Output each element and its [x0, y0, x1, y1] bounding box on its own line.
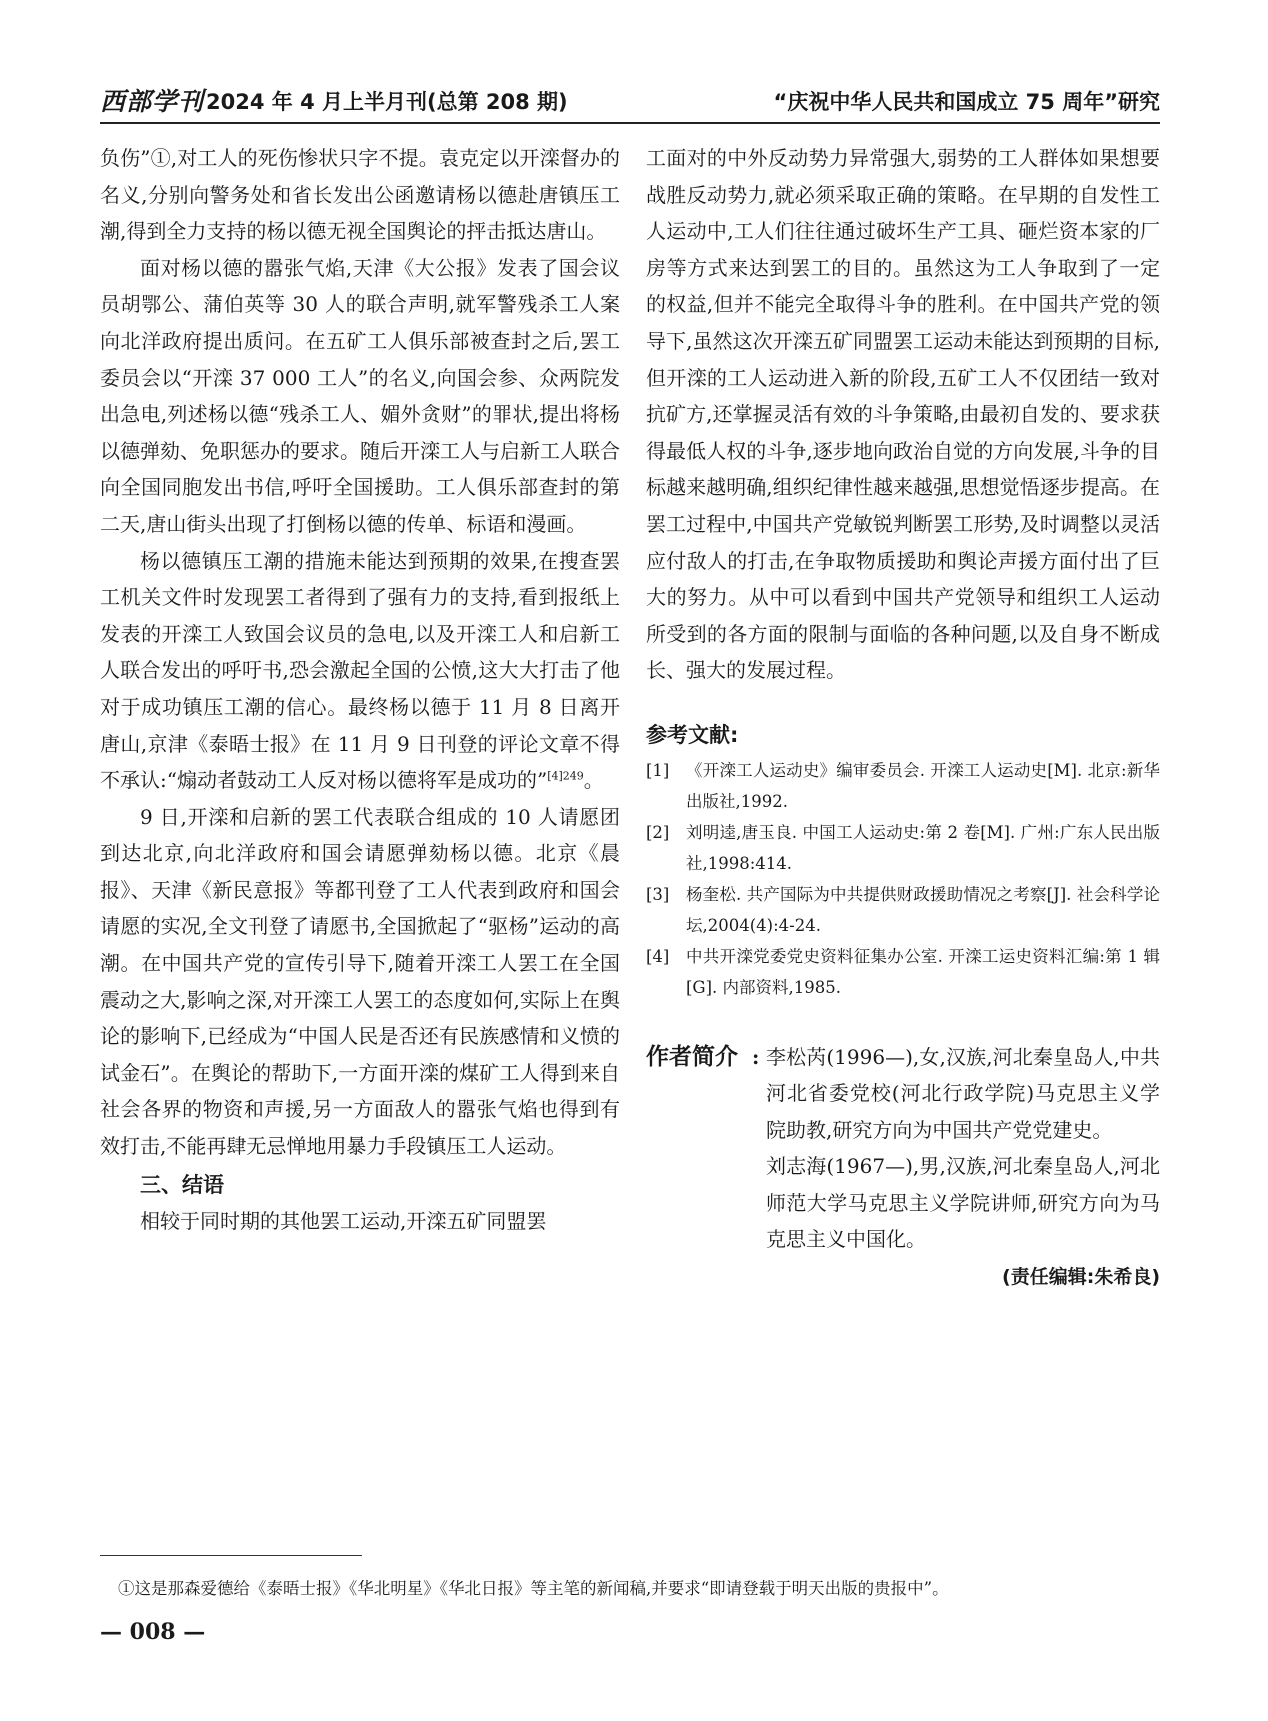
paragraph-3-text: 杨以德镇压工潮的措施未能达到预期的效果,在搜查罢工机关文件时发现罢工者得到了强有力的支持,看到报纸上发表的开滦工人致国会议员的急电,以及开滦工人和启新工人联合发出的呼吁书,恐会激起全国的公愤,这大大打击了他对于成功镇压工潮的信心。最终杨以德于 11 月 8 日离开唐山,京津《泰晤士报》在 11 月 9 日刊登的评论文章不得不承认:“煽动者鼓动工人反对杨以德将军是成功的”	[100, 548, 620, 793]
author-bio-label: 作者简介	[646, 1043, 738, 1070]
paragraph-2: 面对杨以德的嚣张气焰,天津《大公报》发表了国会议员胡鄂公、蒲伯英等 30 人的联合声明,就军警残杀工人案向北洋政府提出质问。在五矿工人俱乐部被查封之后,罢工委员会以“开滦 37 000 工人”的名义,向国会参、众两院发出急电,列述杨以德“残杀工人、媚外贪财”的罪状,提出将杨以德弹劾、免职惩办的要求。随后开滦工人与启新工人联合向全国同胞发出书信,呼吁全国援助。工人俱乐部查封的第二天,唐山街头出现了打倒杨以德的传单、标语和漫画。	[100, 255, 620, 536]
column-title: “庆祝中华人民共和国成立 75 周年”研究	[773, 90, 1160, 114]
reference-item	[646, 879, 1160, 941]
paragraph-3	[100, 543, 620, 799]
reference-text: 《开滦工人运动史》编审委员会. 开滦工人运动史[M]. 北京:新华出版社,1992.	[686, 760, 1160, 811]
reference-item	[646, 755, 1160, 817]
footnote-divider	[100, 1555, 362, 1556]
references-list	[646, 755, 1160, 1003]
paragraph-4: 9 日,开滦和启新的罢工代表联合组成的 10 人请愿团到达北京,向北洋政府和国会请愿弹劾杨以德。北京《晨报》、天津《新民意报》等都刊登了工人代表到政府和国会请愿的实况,全文刊登了请愿书,全国掀起了“驱杨”运动的高潮。在中国共产党的宣传引导下,随着开滦工人罢工在全国震动之大,影响之深,对开滦工人罢工的态度如何,实际上在舆论的影响下,已经成为“中国人民是否还有民族感情和义愤的试金石”。在舆论的帮助下,一方面开滦的煤矿工人得到来自社会各界的物资和声援,另一方面敌人的嚣张气焰也得到有效打击,不能再肆无忌惮地用暴力手段镇压工人运动。	[100, 804, 620, 1159]
reference-item	[646, 941, 1160, 1003]
reference-number: [1]	[646, 760, 670, 780]
left-column	[100, 140, 620, 1239]
references-heading: 参考文献:	[646, 722, 739, 747]
section-heading: 三、结语	[140, 1172, 224, 1197]
author-bio-body	[766, 1039, 1160, 1258]
footnote: ①这是那森爱德给《泰晤士报》《华北明星》《华北日报》等主笔的新闻稿,并要求“即请登载于明天出版的贵报中”。	[118, 1579, 949, 1598]
paragraph-6: 工面对的中外反动势力异常强大,弱势的工人群体如果想要战胜反动势力,就必须采取正确的策略。在早期的自发性工人运动中,工人们往往通过破坏生产工具、砸烂资本家的厂房等方式来达到罢工的目的。虽然这为工人争取到了一定的权益,但并不能完全取得斗争的胜利。在中国共产党的领导下,虽然这次开滦五矿同盟罢工运动未能达到预期的目标,但开滦的工人运动进入新的阶段,五矿工人不仅团结一致对抗矿方,还掌握灵活有效的斗争策略,由最初自发的、要求获得最低人权的斗争,逐步地向政治自觉的方向发展,斗争的目标越来越明确,组织纪律性越来越强,思想觉悟逐步提高。在罢工过程中,中国共产党敏锐判断罢工形势,及时调整以灵活应付敌人的打击,在争取物质援助和舆论声援方面付出了巨大的努力。从中可以看到中国共产党领导和组织工人运动所受到的各方面的限制与面临的各种问题,以及自身不断成长、强大的发展过程。	[646, 146, 1160, 683]
paragraph-3-end: 。	[583, 768, 604, 793]
page-number: — 008 —	[100, 1619, 206, 1645]
running-header	[100, 82, 1160, 124]
paragraph-1: 负伤”①,对工人的死伤惨状只字不提。袁克定以开滦督办的名义,分别向警务处和省长发出公函邀请杨以德赴唐镇压工潮,得到全力支持的杨以德无视全国舆论的抨击抵达唐山。	[100, 146, 620, 244]
citation: [4]249	[547, 769, 584, 783]
reference-number: [2]	[646, 822, 670, 842]
author-1: 李松芮(1996—),女,汉族,河北秦皇岛人,中共河北省委党校(河北行政学院)马克思主义学院助教,研究方向为中国共产党党建史。	[766, 1044, 1160, 1142]
reference-text: 中共开滦党委党史资料征集办公室. 开滦工运史资料汇编:第 1 辑[G]. 内部资料,1985.	[686, 946, 1160, 997]
author-2: 刘志海(1967—),男,汉族,河北秦皇岛人,河北师范大学马克思主义学院讲师,研究方向为马克思主义中国化。	[766, 1154, 1160, 1252]
right-column	[646, 140, 1160, 1294]
header-left	[100, 82, 568, 122]
reference-number: [4]	[646, 946, 670, 966]
issue-info: 2024 年 4 月上半月刊(总第 208 期)	[206, 90, 568, 114]
author-bio-colon: :	[752, 1044, 760, 1069]
author-bio	[646, 1039, 1160, 1258]
reference-item	[646, 817, 1160, 879]
reference-number: [3]	[646, 884, 670, 904]
journal-logo: 西部学刊	[100, 87, 205, 116]
reference-text: 杨奎松. 共产国际为中共提供财政援助情况之考察[J]. 社会科学论坛,2004(4):4-24.	[686, 884, 1160, 935]
reference-text: 刘明逵,唐玉良. 中国工人运动史:第 2 卷[M]. 广州:广东人民出版社,1998:414.	[686, 822, 1160, 873]
responsible-editor: (责任编辑:朱希良)	[1002, 1265, 1160, 1288]
paragraph-5: 相较于同时期的其他罢工运动,开滦五矿同盟罢	[140, 1208, 547, 1233]
